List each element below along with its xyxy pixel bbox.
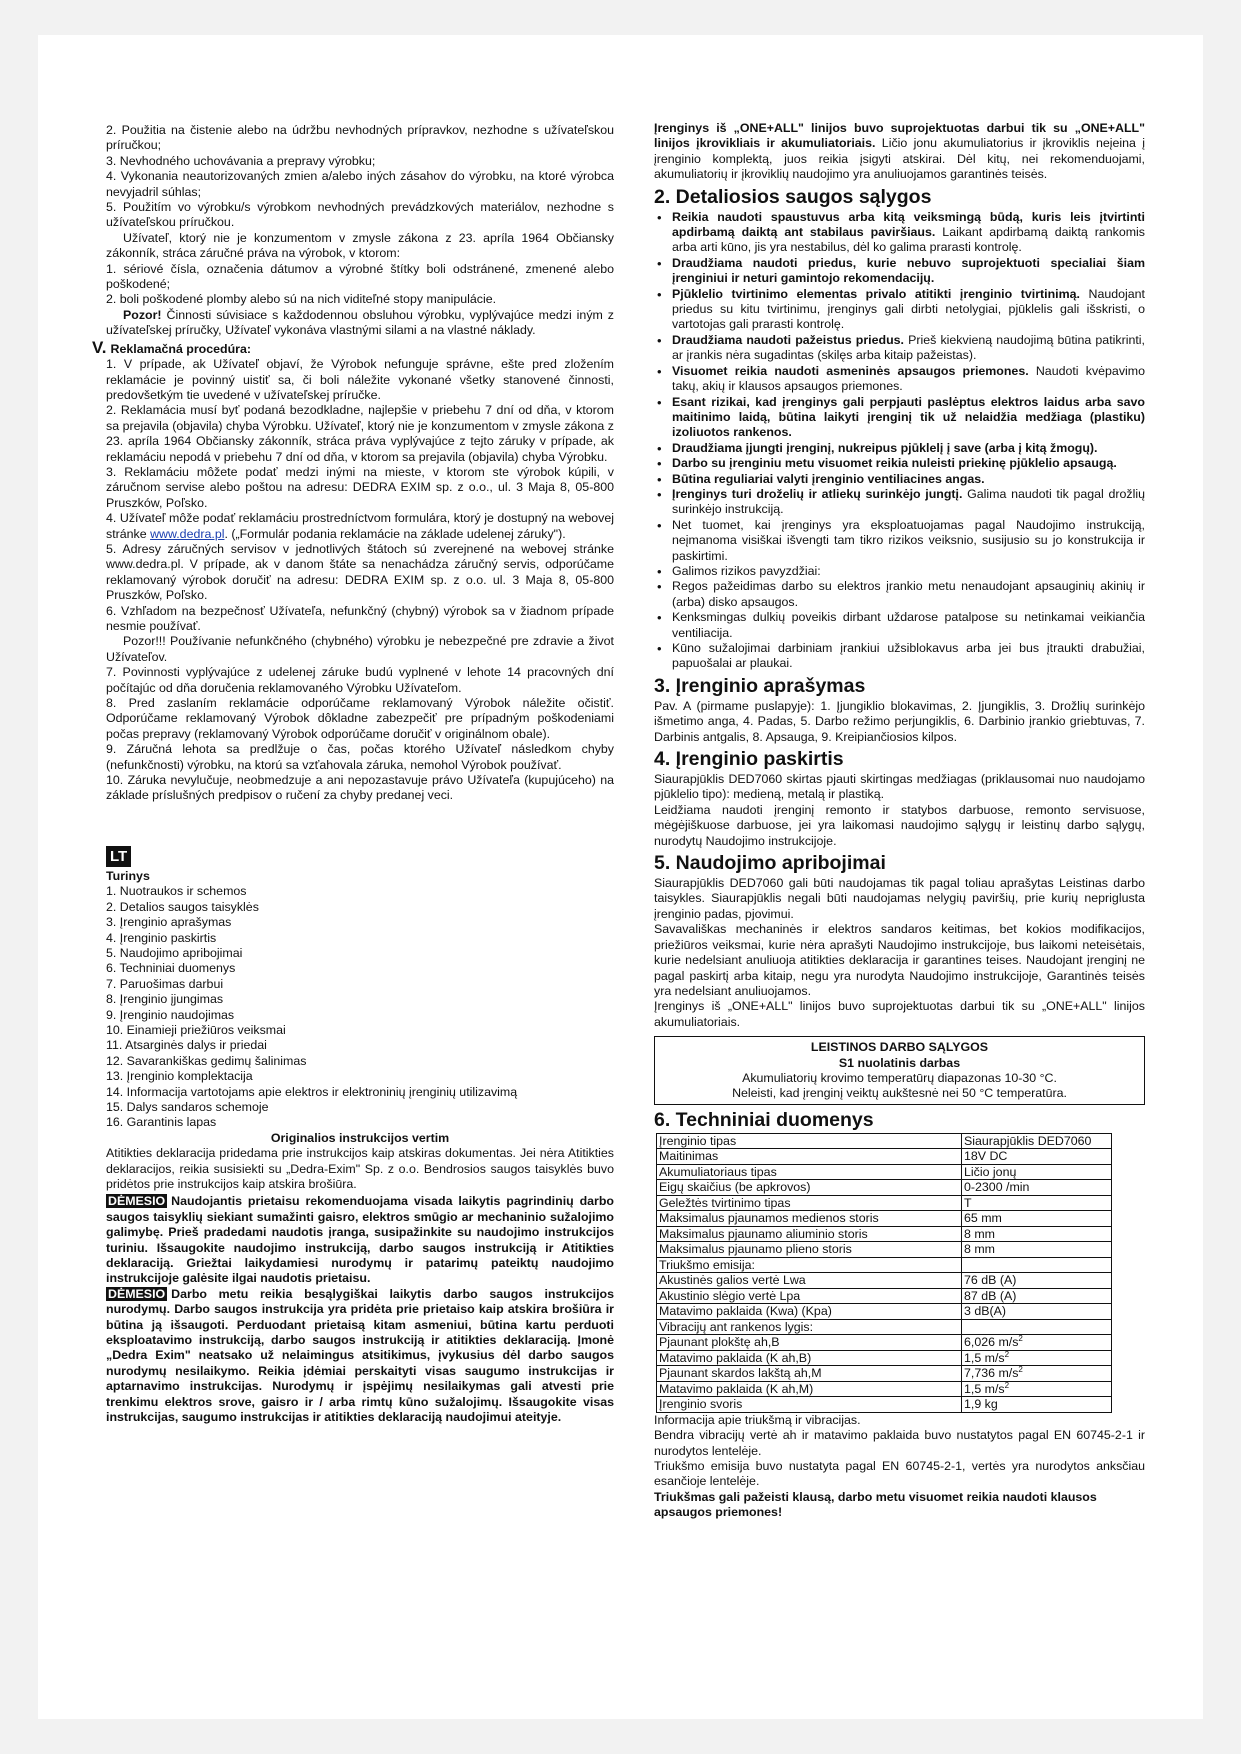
section-6-heading: 6. Techniniai duomenys bbox=[654, 1108, 874, 1131]
noise-vibration-text: Bendra vibracijų vertė ah ir matavimo paklaida buvo nustatytos pagal EN 60745-2-1 ir nurodytos lentelėje. bbox=[654, 1428, 1145, 1458]
toc-item: 5. Naudojimo apribojimai bbox=[106, 945, 243, 960]
claim-item-4 bbox=[106, 511, 614, 542]
safety-item bbox=[672, 441, 1145, 456]
warning-paragraph-1 bbox=[106, 1194, 614, 1286]
spec-row bbox=[657, 1149, 1112, 1165]
spec-value-exponent: 2 bbox=[1004, 1349, 1010, 1359]
safety-item bbox=[672, 610, 1145, 641]
spec-value-text: 8 mm bbox=[964, 1242, 995, 1257]
spec-label: Triukšmo emisija: bbox=[657, 1257, 962, 1273]
intro-item: 5. Použitím vo výrobku/s výrobkom nevhodných prevádzkových materiálov, nezhodne s užívateľskou príručkou. bbox=[106, 200, 614, 230]
intro-item: 2. Použitia na čistenie alebo na údržbu nevhodných prípravkov, nezhodne s užívateľskou príručkou; bbox=[106, 123, 614, 153]
toc-item: 10. Einamieji priežiūros veiksmai bbox=[106, 1022, 286, 1037]
claim-item: 6. Vzhľadom na bezpečnosť Užívateľa, nefunkčný (chybný) výrobok sa v žiadnom prípade nesmie používať. bbox=[106, 603, 614, 633]
safety-item-bold: Darbo su įrenginiu metu visuomet reikia nuleisti priekinę pjūklelio apsaugą. bbox=[672, 456, 1117, 471]
safety-item-bold: Draudžiama įjungti įrenginį, nukreipus pjūklelį į save (arba į kitą žmogų). bbox=[672, 440, 1098, 455]
toc-item: 4. Įrenginio paskirtis bbox=[106, 930, 217, 945]
spec-row bbox=[657, 1381, 1112, 1397]
safety-item-text: Kenksmingas dulkių poveikis dirbant uždarose patalpose su netinkamai veikiančia ventiliacija. bbox=[672, 610, 1145, 640]
spec-row bbox=[657, 1211, 1112, 1227]
user-item: 1. sériové čísla, označenia dátumov a výrobné štítky boli odstránené, zmenené alebo poškodené; bbox=[106, 261, 614, 292]
hearing-warning: Triukšmas gali pažeisti klausą, darbo metu visuomet reikia naudoti klausos apsaugos priemones! bbox=[654, 1489, 1097, 1520]
language-badge: LT bbox=[106, 846, 131, 867]
spec-value-text: 1,5 m/s bbox=[964, 1350, 1005, 1365]
spec-label: Akumuliatoriaus tipas bbox=[657, 1164, 962, 1180]
toc-item: 12. Savarankiškas gedimų šalinimas bbox=[106, 1053, 307, 1068]
spec-value-text: 1,5 m/s bbox=[964, 1381, 1005, 1396]
safety-item bbox=[672, 256, 1145, 287]
claim-item: 7. Povinnosti vyplývajúce z udelenej záruke budú vyplnené v lehote 14 pracovných dní počítajúc od dňa doručenia reklamovaného Výrobku Užívateľom. bbox=[106, 665, 614, 695]
safety-item bbox=[672, 564, 1145, 579]
spec-label: Eigų skaičius (be apkrovos) bbox=[657, 1180, 962, 1196]
safety-item-bold: Būtina reguliariai valyti įrenginio ventiliacines angas. bbox=[672, 471, 985, 486]
spec-value bbox=[962, 1226, 1112, 1242]
noise-emission-text: Triukšmo emisija buvo nustatyta pagal EN 60745-2-1, vertės yra nurodytos anksčiau esančioje lentelėje. bbox=[654, 1458, 1145, 1489]
original-instructions-title: Originalios instrukcijos vertim bbox=[270, 1130, 450, 1145]
toc-item: 15. Dalys sandaros schemoje bbox=[106, 1099, 269, 1114]
spec-value-text: T bbox=[964, 1195, 972, 1210]
toc-item: 8. Įrenginio įjungimas bbox=[106, 992, 224, 1007]
safety-item bbox=[672, 395, 1145, 441]
spec-label: Matavimo paklaida (Kwa) (Kpa) bbox=[657, 1304, 962, 1320]
spec-row bbox=[657, 1319, 1112, 1335]
safety-item-text: Naudojant priedus su kitu tvirtinimu, įrenginys gali dirbti netolygiai, pjūklelis gali išskristi, o vartotojas gali prarasti kontrolę. bbox=[672, 286, 1145, 332]
claim-item: 9. Záručná lehota sa predlžuje o čas, počas ktorého Užívateľ následkom chyby (nefunkčnosti) výrobku, na ktorú sa vzťahovala záruka, nemohol Výrobok používať. bbox=[106, 742, 614, 772]
spec-label: Akustinės galios vertė Lwa bbox=[657, 1273, 962, 1289]
claim-item: 5. Adresy záručných servisov v jednotlivých štátoch sú zverejnené na webovej stránke www.dedra.pl. V prípade, ak v danom štáte sa nenachádza záručný servis, odporúčame reklamovaný výrobok doručiť na adresu: DEDRA EXIM sp. z o.o. ul. 3 Maja 8, 05-800 Pruszków, Poľsko. bbox=[106, 541, 614, 603]
spec-row bbox=[657, 1164, 1112, 1180]
claim-item-4-tail: . („Formulár podania reklamácie na základe udelenej záruky"). bbox=[224, 526, 566, 541]
spec-label: Geležtės tvirtinimo tipas bbox=[657, 1195, 962, 1211]
spec-row bbox=[657, 1397, 1112, 1413]
safety-item-bold: Draudžiama naudoti pažeistus priedus. bbox=[672, 332, 904, 347]
toc-item: 7. Paruošimas darbui bbox=[106, 976, 224, 991]
safety-item bbox=[672, 456, 1145, 471]
spec-row bbox=[657, 1226, 1112, 1242]
limits-text-3: Įrenginys iš „ONE+ALL" linijos buvo suprojektuotas darbui tik su „ONE+ALL" linijos akumuliatoriais. bbox=[654, 999, 1145, 1029]
spec-row bbox=[657, 1335, 1112, 1351]
claim-item: 3. Reklamáciu môžete podať medzi inými na mieste, v ktorom ste výrobok kúpili, v záručnom servise alebo poštou na adresu: DEDRA EXIM sp. z o.o., ul. 3 Maja 8, 05-800 Pruszków, Poľsko. bbox=[106, 464, 614, 510]
conditions-line: Akumuliatorių krovimo temperatūrų diapazonas 10-30 °C. bbox=[742, 1070, 1057, 1085]
spec-value-text: 8 mm bbox=[964, 1226, 995, 1241]
spec-row bbox=[657, 1304, 1112, 1320]
spec-value-text: 7,736 m/s bbox=[964, 1366, 1019, 1381]
spec-value-text: 0-2300 /min bbox=[964, 1180, 1030, 1195]
spec-row bbox=[657, 1366, 1112, 1382]
intro-item: 4. Vykonania neautorizovaných zmien a/alebo iných zásahov do výrobku, na ktoré výrobca nevyjadril súhlas; bbox=[106, 169, 614, 199]
toc-item: 16. Garantinis lapas bbox=[106, 1115, 217, 1130]
spec-value bbox=[962, 1211, 1112, 1227]
safety-item-text: Regos pažeidimas darbo su elektros įrankio metu nenaudojant apsauginių akinių ir (arba) disko apsaugos. bbox=[672, 579, 1145, 609]
spec-label: Maksimalus pjaunamo aliuminio storis bbox=[657, 1226, 962, 1242]
spec-value bbox=[962, 1164, 1112, 1180]
section-2-heading: 2. Detaliosios saugos sąlygos bbox=[654, 185, 932, 208]
spec-row bbox=[657, 1273, 1112, 1289]
section-v-roman: V. bbox=[92, 337, 107, 357]
claim-item-4-text: 4. Užívateľ môže podať reklamáciu prostredníctvom formulára, ktorý je dostupný na webovej stránke bbox=[106, 511, 614, 541]
device-description: Pav. A (pirmame puslapyje): 1. Įjungiklio blokavimas, 2. Įjungiklis, 3. Drožlių surinkėjo išmetimo anga, 4. Padas, 5. Darbo režimo perjungiklis, 6. Darbinio įrankio griebtuvas, 7. Darbinis antgalis, 8. Apsauga, 9. Kreipiančiosios kilpos. bbox=[654, 698, 1145, 744]
right-column bbox=[654, 121, 1145, 1521]
safety-item-bold: Esant rizikai, kad įrenginys gali perpjauti paslėptus elektros laidus arba savo maitinimo laidą, būtina laikyti įrenginį tik už nelaidžia medžiaga (plastiku) izoliuotos rankenos. bbox=[672, 394, 1145, 440]
spec-row bbox=[657, 1288, 1112, 1304]
spec-value bbox=[962, 1180, 1112, 1196]
spec-label: Pjaunant plokštę ah,B bbox=[657, 1335, 962, 1351]
limits-text-1: Siaurapjūklis DED7060 gali būti naudojamas tik pagal toliau aprašytas Leistinas darbo taisykles. Siaurapjūklis negali būti naudojamas nelygių paviršių, prie kurių nepriglusta įrenginio padas, pjovimui. bbox=[654, 876, 1145, 921]
safety-item-text: Galima naudoti tik pagal drožlių surinkėjo instrukciją. bbox=[672, 486, 1146, 517]
purpose-text-1: Siaurapjūklis DED7060 skirtas pjauti skirtingas medžiagas (priklausomai nuo naudojamo pjūklelio tipo): medieną, metalą ir plastiką. bbox=[654, 772, 1145, 802]
safety-item-bold: Įrenginys turi droželių ir atliekų surinkėjo jungtį. bbox=[672, 486, 963, 501]
spec-value bbox=[962, 1273, 1112, 1289]
spec-label: Maitinimas bbox=[657, 1149, 962, 1165]
spec-value bbox=[962, 1319, 1112, 1335]
section-3-heading: 3. Įrenginio aprašymas bbox=[654, 674, 866, 697]
spec-label: Matavimo paklaida (K ah,B) bbox=[657, 1350, 962, 1366]
toc-item: 2. Detalios saugos taisyklės bbox=[106, 899, 259, 914]
warning-text-1: Naudojantis prietaisu rekomenduojama visada laikytis pagrindinių darbo saugos taisyklių siekiant sumažinti gaisro, elektros smūgio ar mechaninio sužalojimo galimybę. Prieš pradedami naudotis įranga, susipažinkite su naudojimo instrukcijos turiniu. Išsaugokite naudojimo instrukciją, darbo saugos instrukciją ir Atitikties deklaraciją. Griežtai laikydamiesi nurodymų ir patarimų pateiktų naudojimo instrukcijoje galėsite ilgai naudotis prietaisu. bbox=[106, 1194, 614, 1286]
conditions-line: Neleisti, kad įrenginį veiktų aukštesnė nei 50 °C temperatūra. bbox=[732, 1086, 1067, 1101]
claim-item: 8. Pred zaslaním reklamácie odporúčame reklamovaný Výrobok náležite očistiť. Odporúčame reklamovaný Výrobok dôkladne zabezpečiť pre prípadným poškodeniami počas prepravy (reklamovaný Výrobok odporúčame doručiť v originálnom obale). bbox=[106, 696, 614, 741]
spec-value bbox=[962, 1133, 1112, 1149]
spec-row bbox=[657, 1350, 1112, 1366]
safety-item bbox=[672, 518, 1145, 564]
spec-row bbox=[657, 1180, 1112, 1196]
safety-item bbox=[672, 333, 1145, 364]
safety-item-text: Prieš kiekvieną naudojimą būtina patikrinti, ar įrankis nėra sugadintas (skilęs arba kitaip pažeistas). bbox=[672, 332, 1145, 363]
spec-value-text: 1,9 kg bbox=[964, 1397, 998, 1412]
demesio-badge: DĖMESIO bbox=[108, 1194, 166, 1209]
safety-item-text: Net tuomet, kai įrenginys yra eksploatuojamas pagal Naudojimo instrukciją, neįmanoma visiškai išvengti tam tikro rizikos veiksnio, susijusio su jo konstrukcija ir paskirtimi. bbox=[672, 517, 1145, 563]
spec-value-text: Siaurapjūklis DED7060 bbox=[964, 1133, 1092, 1148]
section-4-heading: 4. Įrenginio paskirtis bbox=[654, 748, 844, 771]
warning-paragraph-2 bbox=[106, 1287, 614, 1426]
toc-item: 11. Atsarginės dalys ir priedai bbox=[106, 1038, 267, 1053]
pozor-label: Pozor! bbox=[123, 307, 162, 322]
safety-item-text: Laikant apdirbamą daiktą rankomis arba arti kūno, jis yra nestabilus, dėl ko galima prarasti kontrolę. bbox=[672, 225, 1145, 255]
safety-list bbox=[654, 210, 1145, 672]
spec-value bbox=[962, 1366, 1112, 1382]
spec-value bbox=[962, 1149, 1112, 1165]
spec-value bbox=[962, 1257, 1112, 1273]
safety-item-text: Naudoti kvėpavimo takų, akių ir klausos apsaugos priemones. bbox=[672, 363, 1145, 394]
spec-label: Pjaunant skardos lakštą ah,M bbox=[657, 1366, 962, 1382]
spec-value bbox=[962, 1397, 1112, 1413]
spec-label: Akustinio slėgio vertė Lpa bbox=[657, 1288, 962, 1304]
safety-item-text: Galimos rizikos pavyzdžiai: bbox=[672, 563, 821, 578]
spec-label: Vibracijų ant rankenos lygis: bbox=[657, 1319, 962, 1335]
safety-item bbox=[672, 487, 1145, 518]
spec-value bbox=[962, 1335, 1112, 1351]
safety-item bbox=[672, 364, 1145, 395]
conditions-title: LEISTINOS DARBO SĄLYGOS bbox=[810, 1040, 989, 1055]
spec-row bbox=[657, 1133, 1112, 1149]
document-page bbox=[38, 35, 1203, 1719]
spec-value bbox=[962, 1350, 1112, 1366]
spec-value-text: 65 mm bbox=[964, 1211, 1002, 1226]
conditions-subtitle: S1 nuolatinis darbas bbox=[838, 1055, 961, 1070]
technical-data-table bbox=[656, 1133, 1112, 1413]
dedra-link[interactable]: www.dedra.pl bbox=[150, 526, 225, 541]
noise-info: Informacija apie triukšmą ir vibracijas. bbox=[654, 1412, 861, 1427]
safety-item bbox=[672, 287, 1145, 333]
spec-value-exponent: 2 bbox=[1004, 1380, 1010, 1390]
toc-item: 6. Techniniai duomenys bbox=[106, 961, 236, 976]
section-v-heading bbox=[92, 337, 614, 357]
toc-item: 13. Įrenginio komplektacija bbox=[106, 1069, 253, 1084]
pozor-text: Činnosti súvisiace s každodennou obsluhou výrobku, vyplývajúce medzi iným z užívateľskej príručky, Užívateľ vykonáva vlastnými silami a na vlastné náklady. bbox=[106, 307, 614, 338]
spec-row bbox=[657, 1257, 1112, 1273]
claim-item: 2. Reklamácia musí byť podaná bezodkladne, najlepšie v priebehu 7 dní od dňa, v ktorom sa prejavila (objavila) chyba Výrobku. Užívateľ, ktorý nie je konzumentom v zmysle zákona z 23. apríla 1964 Občiansky zákonník, stráca práva vyplývajúce z tejto záruky v prípade, ak reklamáciu nepodá v priebehu 7 dní od dňa, v ktorom sa prejavila (objavila) chyba Výrobku. bbox=[106, 403, 614, 464]
toc-item: 3. Įrenginio aprašymas bbox=[106, 915, 232, 930]
spec-value bbox=[962, 1304, 1112, 1320]
claim-warning: Pozor!!! Používanie nefunkčného (chybného) výrobku je nebezpečné pre zdravie a život Užívateľov. bbox=[106, 634, 614, 664]
spec-value-text: 76 dB (A) bbox=[964, 1273, 1017, 1288]
purpose-text-2: Leidžiama naudoti įrenginį remonto ir statybos darbuose, remonto servisuose, mėgėjiškuose darbuose, jei yra laikomasi naudojimo sąlygų ir leistinų darbo sąlygų, nurodytų Naudojimo instrukcijoje. bbox=[654, 802, 1145, 848]
oneall-paragraph bbox=[654, 121, 1145, 183]
toc-title: Turinys bbox=[106, 868, 150, 883]
safety-item-bold: Pjūklelio tvirtinimo elementas privalo atitikti įrenginio tvirtinimą. bbox=[672, 286, 1080, 301]
user-item: 2. boli poškodené plomby alebo sú na nich viditeľné stopy manipulácie. bbox=[106, 292, 497, 307]
safety-item-text: Kūno sužalojimai darbiniam įrankiui užsiblokavus arba jei bus įtraukti drabužiai, papuošalai ar plaukai. bbox=[672, 641, 1145, 671]
declaration-text: Atitikties deklaracija pridedama prie instrukcijos kaip atskiras dokumentas. Jei nėra Atitikties deklaracijos, reikia susisiekti su „Dedra-Exim" Sp. z o.o. Bendrosios saugos taisyklės buvo pridėtos prie instrukcijos kaip atskira brošiūra. bbox=[106, 1146, 614, 1191]
spec-value bbox=[962, 1288, 1112, 1304]
left-column bbox=[92, 123, 614, 1426]
safety-item-bold: Reikia naudoti spaustuvus arba kitą veiksmingą būdą, kuris leis įtvirtinti apdirbamą daiktą ant stabilaus paviršiaus. bbox=[672, 209, 1145, 240]
intro-item: 3. Nevhodného uchovávania a prepravy výrobku; bbox=[106, 153, 376, 168]
spec-value-text: Ličio jonų bbox=[964, 1164, 1017, 1179]
spec-label: Maksimalus pjaunamo plieno storis bbox=[657, 1242, 962, 1258]
table-of-contents bbox=[106, 884, 614, 1131]
spec-label: Įrenginio svoris bbox=[657, 1397, 962, 1413]
toc-item: 1. Nuotraukos ir schemos bbox=[106, 884, 247, 899]
spec-row bbox=[657, 1195, 1112, 1211]
safety-item bbox=[672, 579, 1145, 610]
pozor-paragraph bbox=[106, 308, 614, 339]
claim-item: 1. V prípade, ak Užívateľ objaví, že Výrobok nefunguje správne, ešte pred zložením reklamácie je povinný uistiť sa, či boli náležite vykonané všetky stanovené činnosti, predovšetkým tie uvedené v užívateľskej príručke. bbox=[106, 357, 614, 402]
spec-value bbox=[962, 1195, 1112, 1211]
user-paragraph: Užívateľ, ktorý nie je konzumentom v zmysle zákona z 23. apríla 1964 Občiansky zákonník, stráca záručné práva na výrobok, v ktorom: bbox=[106, 230, 614, 261]
safety-item bbox=[672, 641, 1145, 672]
working-conditions-box bbox=[654, 1036, 1145, 1105]
spec-label: Įrenginio tipas bbox=[657, 1133, 962, 1149]
spec-value bbox=[962, 1381, 1112, 1397]
spec-value bbox=[962, 1242, 1112, 1258]
oneall-bold: Įrenginys iš „ONE+ALL" linijos buvo suprojektuotas darbui tik su „ONE+ALL" linijos įkrovikliais ir akumuliatoriais. bbox=[654, 121, 1145, 151]
toc-item: 14. Informacija vartotojams apie elektros ir elektroninių įrenginių utilizavimą bbox=[106, 1084, 518, 1099]
spec-value-text: 3 dB(A) bbox=[964, 1304, 1007, 1319]
spec-label: Maksimalus pjaunamos medienos storis bbox=[657, 1211, 962, 1227]
spec-label: Matavimo paklaida (K ah,M) bbox=[657, 1381, 962, 1397]
spec-value-exponent: 2 bbox=[1018, 1365, 1023, 1375]
spec-row bbox=[657, 1242, 1112, 1258]
toc-item: 9. Įrenginio naudojimas bbox=[106, 1007, 235, 1022]
spec-value-text: 6,026 m/s bbox=[964, 1335, 1019, 1350]
demesio-badge: DĖMESIO bbox=[108, 1286, 166, 1301]
section-v-title: Reklamačná procedúra: bbox=[110, 341, 251, 356]
safety-item bbox=[672, 210, 1145, 256]
warning-text-2: Darbo metu reikia besąlygiškai laikytis darbo saugos instrukcijos nurodymų. Darbo saugos instrukcija yra pridėta prie prietaiso kaip atskira brošiūra ir būtina ją išsaugoti. Perduodant prietaisą kitam asmeniui, būtina kartu perduoti eksploatavimo instrukciją, darbo saugos instrukciją ir atitikties deklaraciją. Įmonė „Dedra Exim" neatsako už nelaimingus atsitikimus, įvykusius dėl darbo saugos nurodymų nesilaikymo. Reikia įdėmiai perskaityti visas saugumo instrukcijas ir aptarnavimo instrukcijas. Nurodymų ir įspėjimų nesilaikymas gali atvesti prie trenkimu elektros srove, gaisro ir / arba rimtų kūno sužalojimų. Išsaugokite visas instrukcijas, saugumo instrukcijas ir atitikties deklaraciją naudojimui ateityje. bbox=[106, 1286, 614, 1425]
spec-value-text: 18V DC bbox=[964, 1149, 1008, 1164]
safety-item-bold: Visuomet reikia naudoti asmeninės apsaugos priemones. bbox=[672, 363, 1029, 378]
safety-item bbox=[672, 472, 1145, 487]
section-5-heading: 5. Naudojimo apribojimai bbox=[654, 852, 886, 875]
spec-value-exponent: 2 bbox=[1018, 1334, 1023, 1344]
spec-value-text: 87 dB (A) bbox=[964, 1288, 1017, 1303]
claim-item: 10. Záruka nevylučuje, neobmedzuje a ani nepozastavuje právo Užívateľa (kupujúceho) na základe príslušných predpisov o ručení za chyby predanej veci. bbox=[106, 773, 614, 803]
limits-text-2: Savavališkas mechaninės ir elektros sandaros keitimas, bet kokios modifikacijos, priežiūros veiksmai, kurie nėra aprašyti Naudojimo instrukcijoje, bus laikomi neteisėtais, kurie nedelsiant anuliuoja atitikties deklaracija ir garantines teises. Naudojant įrenginį ne pagal paskirtį arba kitaip, negu yra nurodyta Naudojimo instrukcijoje, Garantinės teisės yra nedelsiant anuliuojamos. bbox=[654, 922, 1145, 998]
safety-item-bold: Draudžiama naudoti priedus, kurie nebuvo suprojektuoti specialiai šiam įrenginiui ir neturi gamintojo rekomendacijų. bbox=[672, 255, 1145, 286]
oneall-text: Ličio jonu akumuliatorius ir įkroviklis neįeina į įrenginio komplektą, juos reikia įsigyti atskirai. Dėl kitų, nei rekomenduojami, akumuliatorių ir įkroviklių naudojimo yra anuliuojamos garantinės teisės. bbox=[654, 136, 1145, 182]
